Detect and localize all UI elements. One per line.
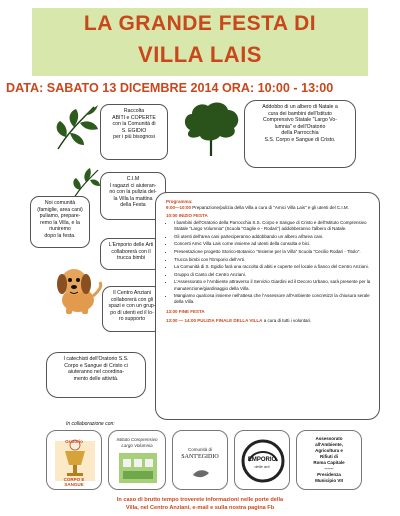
program-box [155, 192, 380, 420]
logo-istituto: Istituto Comprensivo Largo Volumnia [108, 430, 166, 490]
footer-notice: In caso di brutto tempo troverete informazioni nelle porte della Villa, nel Centro Anziani, e-mail e sulla nostra pagina Fb [116, 497, 284, 511]
emporio-arti-bubble: L'Emporio delle Arti collaborerà con il trucca bimbi [100, 238, 162, 270]
tree-icon [180, 100, 242, 158]
logo-santegidio: Comunità di SANT'EGIDIO [172, 430, 228, 490]
program-list [166, 220, 373, 306]
centro-anziani-bubble: Il Centro Anziani collaborerà con gli spazi e con un grup- po di utenti ed il lo- ro supporto [102, 286, 162, 332]
albero-natale-bubble: Addobbo di un albero di Natale a cura dei bambini dell'Istituto Comprensivo Statale "Largo Vo- lumnia" e dell'Oratorio della Parrocchia S.S. Corpo e Sangue di Cristo. [244, 100, 356, 168]
cim-bubble: C.I.M I ragazzi ci aiuteran- no con la pulizia del- la Villa la mattina della Festa [100, 172, 166, 220]
program-item: • Gruppo di Canto del Centro Anziani. [174, 272, 373, 278]
leaves-cluster-icon [70, 166, 100, 200]
dove-icon [173, 431, 228, 490]
collab-label: In collaborazione con: [66, 421, 115, 427]
program-item: • La Comunità di S. Egidio farà una raccolta di abiti e coperte nel locale a fianco del Centro Anziani. [174, 264, 373, 270]
dog-cartoon-icon [48, 262, 106, 316]
logo-assessorato: Assessorato all'Ambiente, Agricoltura e Rifiuti di Roma Capitale ------ Presidenza Municipio VII [296, 430, 362, 490]
logo-emporio: EMPORIO delle arti [234, 430, 290, 490]
program-slot: 10:00 INIZIO FESTA [166, 212, 208, 218]
catechisti-bubble: I catechisti dell'Oratorio S.S. Corpo e Sangue di Cristo ci aiuteranno nel coordina- mento delle attività. [46, 352, 146, 398]
program-item: • Presentazione progetto Storico-Botanico "Insieme per la Villa" Scuola "Cecilio Rodari - Titolo". [174, 249, 373, 255]
raccolta-abiti-bubble: Raccolta ABITI e COPERTE con la Comunità di S. EGIDIO per i più bisognosi [100, 104, 168, 160]
date-time-line: DATA: SABATO 13 DICEMBRE 2014 ORA: 10:00 - 13:00 [6, 81, 334, 95]
program-item: • Gli utenti dell'area cani parteciperanno addobbando un albero all'area cani. [174, 234, 373, 240]
comunita-pulizia-bubble: Noi comunità (famiglie, area cani) puliamo, prepare- remo la Villa, e la riuniremo dopo la festa. [30, 196, 90, 248]
school-building-icon [109, 431, 166, 490]
program-end: 13:00 FINE FESTA [166, 308, 205, 314]
program-slot: 9:00—10:00 Preparazione/pulizia della Villa a cura di "Amici Villa Lais" e gli utenti del C.I.M. [166, 205, 349, 211]
program-item: • Trucca bimbi con l'Emporio dell'Arti. [174, 257, 373, 263]
leaves-branch-icon [54, 103, 100, 151]
logo-oratorio: Oratorio CORPO E SANGUE [46, 430, 102, 490]
program-item: • L'Assessorato e l'Ambiente attraverso il Servizio Giardini ed il Decoro Urbano, sarà presente per la manutenzione/giardinaggio della Villa. [174, 279, 373, 291]
program-item: • Concerti Amic Villa Lais come insieme ad utenti della consulta e bici. [174, 241, 373, 247]
program-final: 13:00 — 14:00 PULIZIA FINALE DELLA VILLA a cura di tutti i volontari. [166, 317, 312, 323]
program-heading: Programma: [166, 199, 193, 204]
page-title-line2: VILLA LAIS [138, 42, 262, 67]
page-title-line1: LA GRANDE FESTA DI [83, 12, 317, 35]
program-item: • Mangiamo qualcosa insieme nell'attesa che l'Assessore all'Ambiente concretizzi la chiusura serale della Villa. [174, 293, 373, 305]
program-item: • I bambini dell'Oratorio della Parrocchia S.S. Corpo e Sangue di Cristo e dell'Istituto Comprensivo Statale "Largo Volumnia" (Scuola "Gaglie e - Rodari") addobberanno l'albero di Natale. [174, 220, 373, 232]
